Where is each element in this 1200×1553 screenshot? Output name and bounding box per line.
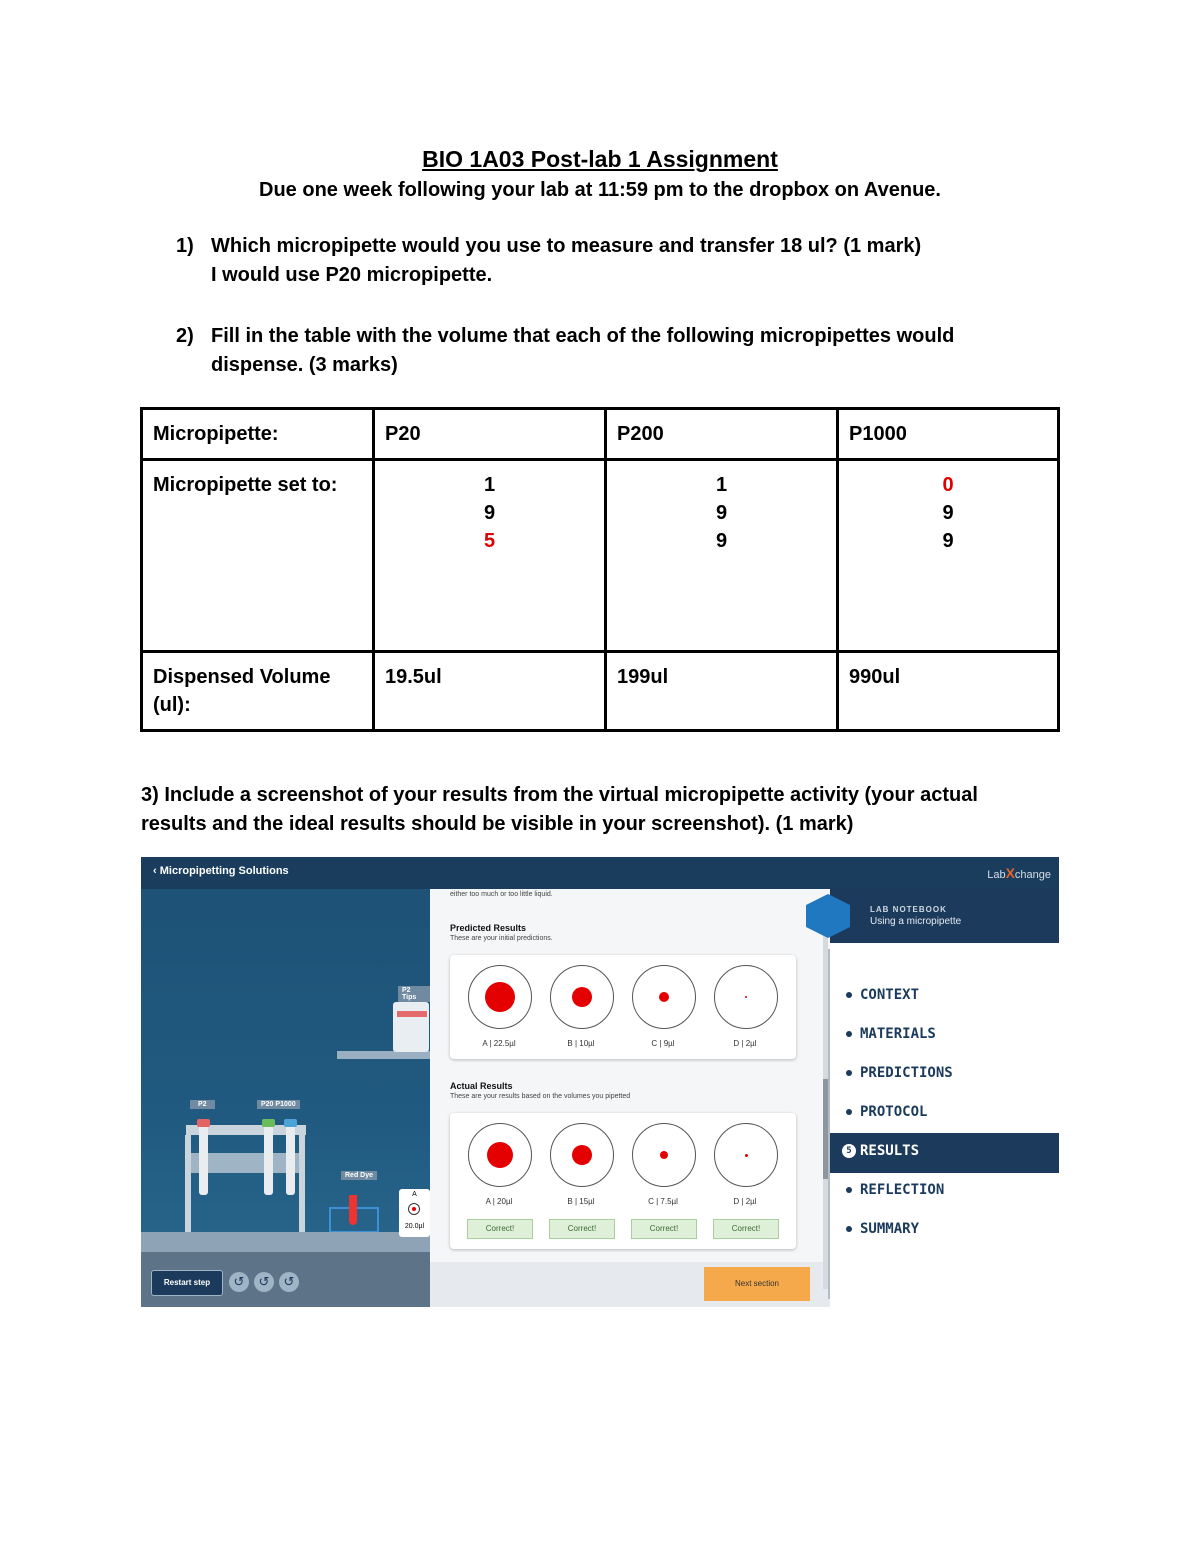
red-dye-label: Red Dye <box>341 1171 377 1180</box>
brand-part: change <box>1014 869 1051 881</box>
p1000-pipette[interactable] <box>286 1125 295 1195</box>
p1000-digits-cell <box>838 460 1059 652</box>
nav-item-label: SUMMARY <box>860 1221 920 1237</box>
table-row <box>142 409 1059 460</box>
result-circle <box>550 965 614 1029</box>
question-1-number: 1) <box>176 235 194 257</box>
table-header-cell: P1000 <box>838 409 1059 460</box>
result-circle <box>632 965 696 1029</box>
table-cell: 19.5ul <box>374 652 606 731</box>
predicted-card <box>450 955 796 1059</box>
digit: 9 <box>715 530 728 552</box>
dye-spot <box>487 1142 513 1168</box>
p2-label: P2 <box>190 1100 215 1109</box>
result-circle <box>632 1123 696 1187</box>
bullet-icon <box>846 1187 852 1193</box>
dye-spot <box>660 1151 668 1159</box>
table-cell: 199ul <box>606 652 838 731</box>
p1000-plunger <box>284 1119 297 1127</box>
result-label: D | 2µl <box>733 1197 757 1206</box>
nav-item-materials[interactable] <box>846 1026 936 1048</box>
digit: 1 <box>483 474 496 496</box>
correct-badge: Correct! <box>713 1219 779 1239</box>
p20-digits-cell <box>374 460 606 652</box>
notebook-title: Using a micropipette <box>870 916 962 927</box>
table-cell: 990ul <box>838 652 1059 731</box>
result-circle <box>714 965 778 1029</box>
result-circle <box>468 965 532 1029</box>
back-link[interactable] <box>153 865 289 877</box>
nav-item-reflection[interactable] <box>846 1182 944 1204</box>
brand-x: X <box>1005 865 1015 881</box>
question-1 <box>0 232 1200 292</box>
actual-subtitle: These are your results based on the volumes you pipetted <box>450 1093 631 1100</box>
question-1-answer: I would use P20 micropipette. <box>211 264 493 286</box>
p2-plunger <box>197 1119 210 1127</box>
volume-readout <box>399 1189 430 1237</box>
question-3-text: 3) Include a screenshot of your results from the virtual micropipette activity (your actual results and the ideal results should be visible in your screenshot). (1 mark) <box>141 784 978 835</box>
actual-title: Actual Results <box>450 1081 513 1091</box>
table-header-cell: P200 <box>606 409 838 460</box>
dye-spot <box>745 996 747 998</box>
nav-item-results[interactable] <box>846 1143 919 1165</box>
nav-item-protocol[interactable] <box>846 1104 927 1126</box>
result-label: A | 22.5µl <box>482 1039 516 1048</box>
dye-spot <box>659 992 669 1002</box>
correct-badge: Correct! <box>549 1219 615 1239</box>
tip-box-lid <box>397 1011 427 1017</box>
p20-plunger <box>262 1119 275 1127</box>
results-panel <box>430 889 830 1307</box>
p2-tips-label: P2 Tips <box>398 986 430 1002</box>
lab-scene <box>141 889 430 1307</box>
digit: 9 <box>715 502 728 524</box>
result-label: C | 7.5µl <box>648 1197 678 1206</box>
nav-item-label: REFLECTION <box>860 1182 945 1198</box>
dye-spot <box>572 987 592 1007</box>
back-link-label: Micropipetting Solutions <box>159 865 289 877</box>
predicted-title: Predicted Results <box>450 923 527 933</box>
nav-item-label: RESULTS <box>860 1143 920 1159</box>
result-label: A | 20µl <box>485 1197 513 1206</box>
result-circle <box>714 1123 778 1187</box>
results-step-number: 5 <box>842 1144 856 1158</box>
question-1-text: Which micropipette would you use to measure and transfer 18 ul? (1 mark) <box>211 235 922 257</box>
digit-highlighted: 0 <box>942 474 954 496</box>
restart-step-button[interactable]: Restart step <box>151 1270 223 1296</box>
volume-table <box>140 407 1060 732</box>
notebook-small-label: LAB NOTEBOOK <box>870 905 947 914</box>
next-section-button[interactable]: Next section <box>704 1267 810 1301</box>
red-dye-tube[interactable] <box>349 1195 357 1225</box>
due-line: Due one week following your lab at 11:59 pm to the dropbox on Avenue. <box>259 179 941 201</box>
bullet-icon <box>846 1109 852 1115</box>
dye-spot <box>745 1154 748 1157</box>
readout-value: 20.0µl <box>404 1223 425 1230</box>
digit: 9 <box>483 502 496 524</box>
nav-item-label: CONTEXT <box>860 987 920 1003</box>
nav-item-summary[interactable] <box>846 1221 919 1243</box>
table-cell: Dispensed Volume (ul): <box>142 652 374 731</box>
table-header-cell: P20 <box>374 409 606 460</box>
digit: 9 <box>942 502 954 524</box>
brand-logo <box>987 865 1051 881</box>
digit: 9 <box>942 530 954 552</box>
result-label: B | 10µl <box>567 1039 595 1048</box>
nav-item-label: PROTOCOL <box>860 1104 928 1120</box>
bullet-icon <box>846 1226 852 1232</box>
question-2-text: Fill in the table with the volume that each of the following micropipettes would dispense. (3 marks) <box>211 325 955 376</box>
notebook-header <box>830 889 1059 943</box>
bullet-icon <box>846 1031 852 1037</box>
table-row <box>142 460 1059 652</box>
correct-badge: Correct! <box>631 1219 697 1239</box>
nav-line <box>828 949 830 1299</box>
result-label: C | 9µl <box>651 1039 675 1048</box>
nav-item-label: MATERIALS <box>860 1026 936 1042</box>
undo-icon[interactable]: ↺ <box>279 1272 299 1292</box>
undo-icon[interactable]: ↺ <box>229 1272 249 1292</box>
readout-dot <box>412 1207 416 1211</box>
table-header-cell: Micropipette: <box>142 409 374 460</box>
app-header <box>141 857 1059 889</box>
p20-p1000-label: P20 P1000 <box>257 1100 300 1109</box>
bullet-icon <box>846 992 852 998</box>
question-2 <box>0 322 1200 382</box>
digit: 1 <box>715 474 728 496</box>
tip-box[interactable] <box>393 1002 429 1052</box>
actual-card <box>450 1113 796 1249</box>
panel-intro-text: either too much or too little liquid. <box>450 891 553 898</box>
brand-part: Lab <box>987 869 1006 881</box>
correct-badge: Correct! <box>467 1219 533 1239</box>
nav-item-context[interactable] <box>846 987 919 1009</box>
dye-spot <box>572 1145 592 1165</box>
result-label: B | 15µl <box>567 1197 595 1206</box>
nav-item-predictions[interactable] <box>846 1065 953 1087</box>
p2-pipette[interactable] <box>199 1125 208 1195</box>
digit-highlighted: 5 <box>483 530 496 552</box>
table-cell: Micropipette set to: <box>142 460 374 652</box>
chevron-left-icon: ‹ <box>153 865 160 877</box>
p200-digits-cell <box>606 460 838 652</box>
page-title: BIO 1A03 Post-lab 1 Assignment <box>422 146 778 172</box>
lab-screenshot <box>141 857 1059 1307</box>
result-circle <box>550 1123 614 1187</box>
undo-icon[interactable]: ↺ <box>254 1272 274 1292</box>
p20-pipette[interactable] <box>264 1125 273 1195</box>
bench-top <box>141 1232 430 1252</box>
readout-letter: A <box>412 1191 417 1198</box>
question-2-number: 2) <box>176 325 194 347</box>
shelf <box>337 1051 430 1059</box>
result-label: D | 2µl <box>733 1039 757 1048</box>
table-row <box>142 652 1059 731</box>
result-circle <box>468 1123 532 1187</box>
bullet-icon <box>846 1070 852 1076</box>
lab-notebook <box>830 889 1059 1307</box>
nav-item-label: PREDICTIONS <box>860 1065 953 1081</box>
predicted-subtitle: These are your initial predictions. <box>450 935 553 942</box>
dye-spot <box>485 982 515 1012</box>
